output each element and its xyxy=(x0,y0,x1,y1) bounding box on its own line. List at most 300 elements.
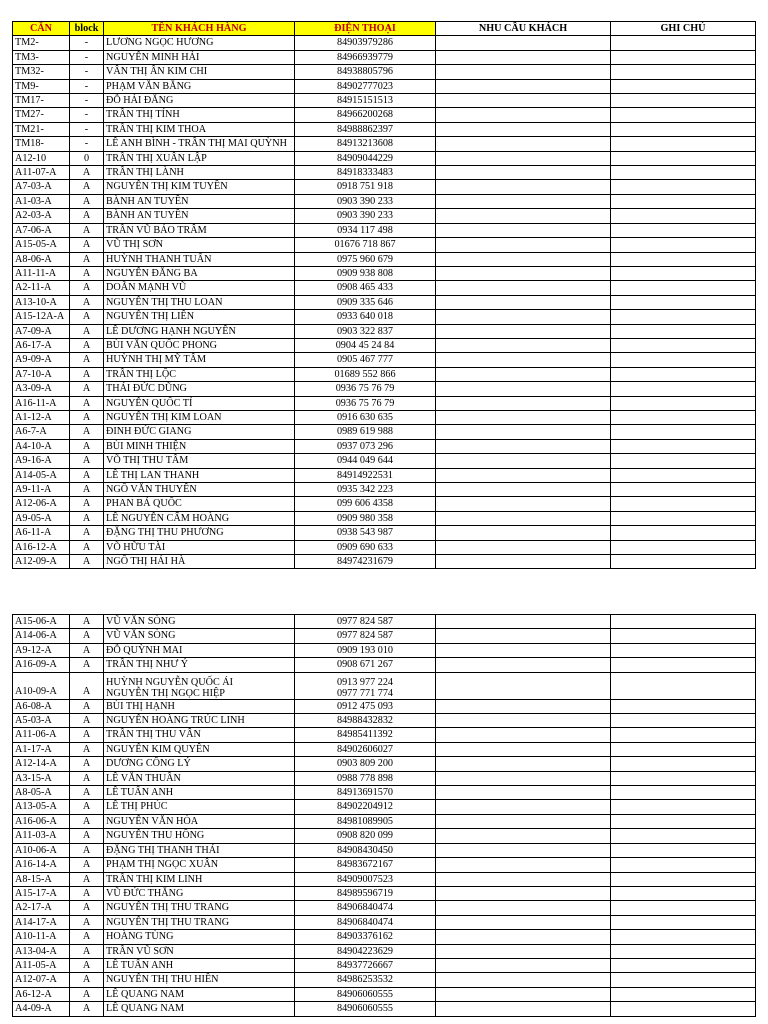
cell-nhu-cau xyxy=(436,800,611,814)
cell-ghi-chu xyxy=(611,108,756,122)
cell-ghi-chu xyxy=(611,526,756,540)
cell-nhu-cau xyxy=(436,540,611,554)
cell-phone-line: 0913 977 224 xyxy=(336,676,394,688)
cell-nhu-cau xyxy=(436,930,611,944)
cell-nhu-cau xyxy=(436,324,611,338)
cell-ghi-chu xyxy=(611,36,756,50)
cell-ten: BÀNH AN TUYỀN xyxy=(104,209,295,223)
cell-phone: 0937 073 296 xyxy=(295,439,436,453)
cell-can: TM18- xyxy=(13,137,70,151)
cell-block: A xyxy=(70,699,104,713)
cell-block: A xyxy=(70,872,104,886)
cell-ten: TRẦN THỊ KIM THOA xyxy=(104,122,295,136)
cell-phone xyxy=(295,672,436,699)
cell-block: A xyxy=(70,643,104,657)
cell-ten: LÊ DƯƠNG HẠNH NGUYÊN xyxy=(104,324,295,338)
cell-can: A11-07-A xyxy=(13,166,70,180)
cell-ten: VŨ VĂN SÒNG xyxy=(104,629,295,643)
cell-phone: 84904223629 xyxy=(295,944,436,958)
table-row xyxy=(13,973,756,987)
cell-phone: 84915151513 xyxy=(295,94,436,108)
cell-block: A xyxy=(70,194,104,208)
cell-phone: 099 606 4358 xyxy=(295,497,436,511)
cell-can: TM3- xyxy=(13,50,70,64)
table-row xyxy=(13,872,756,886)
cell-can: A2-11-A xyxy=(13,281,70,295)
cell-phone: 84909007523 xyxy=(295,872,436,886)
cell-phone: 84988432832 xyxy=(295,714,436,728)
table-row xyxy=(13,281,756,295)
cell-nhu-cau xyxy=(436,194,611,208)
cell-ten: NGUYỄN THỊ THU LOAN xyxy=(104,295,295,309)
cell-can: A15-06-A xyxy=(13,615,70,629)
cell-ghi-chu xyxy=(611,209,756,223)
cell-ghi-chu xyxy=(611,223,756,237)
table-row xyxy=(13,728,756,742)
cell-can: A6-17-A xyxy=(13,338,70,352)
cell-phone: 0944 049 644 xyxy=(295,454,436,468)
cell-ghi-chu xyxy=(611,194,756,208)
cell-nhu-cau xyxy=(436,742,611,756)
cell-ghi-chu xyxy=(611,266,756,280)
cell-block: A xyxy=(70,396,104,410)
cell-nhu-cau xyxy=(436,699,611,713)
cell-ten: BÀNH AN TUYỀN xyxy=(104,194,295,208)
cell-block: A xyxy=(70,324,104,338)
cell-block: 0 xyxy=(70,151,104,165)
cell-ghi-chu xyxy=(611,382,756,396)
cell-phone: 84989596719 xyxy=(295,886,436,900)
table-row xyxy=(13,814,756,828)
cell-ten: VŨ VĂN SÒNG xyxy=(104,615,295,629)
cell-ten: BÙI THỊ HẠNH xyxy=(104,699,295,713)
cell-ghi-chu xyxy=(611,1002,756,1016)
cell-can: A14-05-A xyxy=(13,468,70,482)
cell-ghi-chu xyxy=(611,930,756,944)
cell-ten: NGUYỄN HOÀNG TRÚC LINH xyxy=(104,714,295,728)
cell-can: A12-06-A xyxy=(13,497,70,511)
cell-phone: 0904 45 24 84 xyxy=(295,338,436,352)
cell-ten: THÁI ĐỨC DŨNG xyxy=(104,382,295,396)
table-row xyxy=(13,396,756,410)
cell-nhu-cau xyxy=(436,658,611,672)
cell-phone: 84906840474 xyxy=(295,915,436,929)
table-row xyxy=(13,672,756,699)
cell-can: A8-06-A xyxy=(13,252,70,266)
cell-ghi-chu xyxy=(611,468,756,482)
cell-phone: 0975 960 679 xyxy=(295,252,436,266)
cell-can: A11-05-A xyxy=(13,958,70,972)
cell-block: A xyxy=(70,425,104,439)
cell-phone: 0934 117 498 xyxy=(295,223,436,237)
cell-block: A xyxy=(70,410,104,424)
customer-table-top xyxy=(12,21,756,569)
cell-ten: TRẦN VŨ SƠN xyxy=(104,944,295,958)
cell-nhu-cau xyxy=(436,223,611,237)
cell-block: A xyxy=(70,958,104,972)
cell-ghi-chu xyxy=(611,50,756,64)
table-row xyxy=(13,252,756,266)
cell-can: A11-06-A xyxy=(13,728,70,742)
table-row xyxy=(13,36,756,50)
cell-ghi-chu xyxy=(611,238,756,252)
table-row xyxy=(13,425,756,439)
cell-block: - xyxy=(70,50,104,64)
cell-nhu-cau xyxy=(436,728,611,742)
cell-block: A xyxy=(70,1002,104,1016)
table-row xyxy=(13,266,756,280)
cell-ghi-chu xyxy=(611,281,756,295)
cell-block: A xyxy=(70,987,104,1001)
table-row xyxy=(13,526,756,540)
cell-phone: 0909 690 633 xyxy=(295,540,436,554)
cell-can: A10-11-A xyxy=(13,930,70,944)
cell-nhu-cau xyxy=(436,497,611,511)
col-header-dien-thoai: ĐIỆN THOẠI xyxy=(295,22,436,36)
cell-nhu-cau xyxy=(436,483,611,497)
cell-ten: TRẦN THỊ KIM LINH xyxy=(104,872,295,886)
cell-can: A9-16-A xyxy=(13,454,70,468)
cell-nhu-cau xyxy=(436,439,611,453)
cell-can: A5-03-A xyxy=(13,714,70,728)
header-row xyxy=(13,22,756,36)
table-row xyxy=(13,50,756,64)
cell-phone: 0916 630 635 xyxy=(295,410,436,424)
cell-phone: 0908 465 433 xyxy=(295,281,436,295)
cell-nhu-cau xyxy=(436,714,611,728)
cell-nhu-cau xyxy=(436,151,611,165)
cell-phone: 84966200268 xyxy=(295,108,436,122)
cell-nhu-cau xyxy=(436,410,611,424)
cell-can: A6-08-A xyxy=(13,699,70,713)
cell-phone: 01689 552 866 xyxy=(295,367,436,381)
cell-nhu-cau xyxy=(436,915,611,929)
cell-can: A16-11-A xyxy=(13,396,70,410)
cell-block: A xyxy=(70,310,104,324)
cell-block: A xyxy=(70,367,104,381)
cell-ghi-chu xyxy=(611,714,756,728)
cell-ten: ĐỖ QUỲNH MAI xyxy=(104,643,295,657)
table-row xyxy=(13,367,756,381)
customer-table-bottom xyxy=(12,614,756,1017)
cell-can: A3-15-A xyxy=(13,771,70,785)
cell-ghi-chu xyxy=(611,310,756,324)
cell-ghi-chu xyxy=(611,973,756,987)
table-row xyxy=(13,987,756,1001)
cell-nhu-cau xyxy=(436,987,611,1001)
cell-ghi-chu xyxy=(611,338,756,352)
cell-can: A13-05-A xyxy=(13,800,70,814)
cell-can: A4-10-A xyxy=(13,439,70,453)
cell-nhu-cau xyxy=(436,858,611,872)
cell-block: A xyxy=(70,338,104,352)
cell-ten: TRẦN THỊ XUÂN LẬP xyxy=(104,151,295,165)
cell-ten: HUỲNH THANH TUẤN xyxy=(104,252,295,266)
cell-block: A xyxy=(70,973,104,987)
cell-block: - xyxy=(70,137,104,151)
cell-nhu-cau xyxy=(436,353,611,367)
cell-ten: NGUYỄN THỊ KIM TUYỀN xyxy=(104,180,295,194)
cell-phone: 0935 342 223 xyxy=(295,483,436,497)
cell-nhu-cau xyxy=(436,786,611,800)
cell-block: A xyxy=(70,166,104,180)
cell-ghi-chu xyxy=(611,672,756,699)
cell-ghi-chu xyxy=(611,901,756,915)
cell-ghi-chu xyxy=(611,540,756,554)
cell-ten: VÕ THỊ THU TÂM xyxy=(104,454,295,468)
cell-phone: 84985411392 xyxy=(295,728,436,742)
cell-phone: 84906060555 xyxy=(295,1002,436,1016)
cell-ten: NGUYỄN THỊ LIÊN xyxy=(104,310,295,324)
cell-block: A xyxy=(70,944,104,958)
cell-phone: 84903979286 xyxy=(295,36,436,50)
table-row xyxy=(13,771,756,785)
cell-ten: VŨ THỊ SƠN xyxy=(104,238,295,252)
cell-phone: 84938805796 xyxy=(295,65,436,79)
cell-ten: NGUYỄN THỊ KIM LOAN xyxy=(104,410,295,424)
table-row xyxy=(13,238,756,252)
col-header-nhu-cau: NHU CẦU KHÁCH xyxy=(436,22,611,36)
cell-nhu-cau xyxy=(436,944,611,958)
cell-phone: 0988 778 898 xyxy=(295,771,436,785)
cell-ten: LƯƠNG NGỌC HƯƠNG xyxy=(104,36,295,50)
table-row xyxy=(13,166,756,180)
cell-nhu-cau xyxy=(436,137,611,151)
cell-ghi-chu xyxy=(611,858,756,872)
cell-can: A6-11-A xyxy=(13,526,70,540)
cell-ghi-chu xyxy=(611,151,756,165)
cell-block: A xyxy=(70,843,104,857)
cell-nhu-cau xyxy=(436,166,611,180)
cell-ghi-chu xyxy=(611,295,756,309)
cell-block: A xyxy=(70,629,104,643)
cell-nhu-cau xyxy=(436,454,611,468)
table-row xyxy=(13,209,756,223)
cell-nhu-cau xyxy=(436,209,611,223)
table-row xyxy=(13,223,756,237)
table-row xyxy=(13,714,756,728)
cell-ten: LÊ TUẤN ANH xyxy=(104,786,295,800)
cell-ghi-chu xyxy=(611,396,756,410)
cell-block: A xyxy=(70,238,104,252)
cell-phone: 0912 475 093 xyxy=(295,699,436,713)
cell-can: A1-03-A xyxy=(13,194,70,208)
cell-ten: HOÀNG TÙNG xyxy=(104,930,295,944)
cell-ten: TRẦN THỊ NHƯ Ý xyxy=(104,658,295,672)
cell-ghi-chu xyxy=(611,439,756,453)
table-row xyxy=(13,497,756,511)
cell-nhu-cau xyxy=(436,757,611,771)
cell-nhu-cau xyxy=(436,338,611,352)
cell-block: A xyxy=(70,180,104,194)
cell-ten: LÊ QUANG NAM xyxy=(104,1002,295,1016)
cell-phone: 84902606027 xyxy=(295,742,436,756)
cell-can: A16-09-A xyxy=(13,658,70,672)
cell-phone: 0918 751 918 xyxy=(295,180,436,194)
table-row xyxy=(13,615,756,629)
table-row xyxy=(13,483,756,497)
cell-ten: VŨ ĐỨC THẮNG xyxy=(104,886,295,900)
cell-ten: NGUYỄN VĂN HÒA xyxy=(104,814,295,828)
cell-ghi-chu xyxy=(611,122,756,136)
cell-block: - xyxy=(70,94,104,108)
table-row xyxy=(13,757,756,771)
cell-nhu-cau xyxy=(436,295,611,309)
col-header-ten: TÊN KHÁCH HÀNG xyxy=(104,22,295,36)
cell-ten: ĐỖ HẢI ĐĂNG xyxy=(104,94,295,108)
cell-nhu-cau xyxy=(436,281,611,295)
cell-nhu-cau xyxy=(436,526,611,540)
cell-block: - xyxy=(70,108,104,122)
cell-can: TM9- xyxy=(13,79,70,93)
cell-ten: NGUYỄN QUỐC TÍ xyxy=(104,396,295,410)
cell-can: A2-17-A xyxy=(13,901,70,915)
cell-nhu-cau xyxy=(436,108,611,122)
cell-can: A14-06-A xyxy=(13,629,70,643)
cell-phone: 0909 980 358 xyxy=(295,511,436,525)
table-row xyxy=(13,786,756,800)
cell-nhu-cau xyxy=(436,238,611,252)
cell-ten: TRẦN VŨ BẢO TRÂM xyxy=(104,223,295,237)
cell-nhu-cau xyxy=(436,555,611,569)
table-row xyxy=(13,324,756,338)
cell-can: A3-09-A xyxy=(13,382,70,396)
cell-block: A xyxy=(70,526,104,540)
cell-nhu-cau xyxy=(436,382,611,396)
cell-block: A xyxy=(70,468,104,482)
cell-nhu-cau xyxy=(436,252,611,266)
cell-phone: 84906060555 xyxy=(295,987,436,1001)
cell-ghi-chu xyxy=(611,425,756,439)
table-row xyxy=(13,901,756,915)
cell-block: A xyxy=(70,858,104,872)
cell-ten: NGUYỄN MINH HẢI xyxy=(104,50,295,64)
col-header-block: block xyxy=(70,22,104,36)
table-row xyxy=(13,310,756,324)
cell-ten: TRẦN THỊ LỘC xyxy=(104,367,295,381)
cell-block: A xyxy=(70,252,104,266)
cell-block: A xyxy=(70,281,104,295)
cell-ghi-chu xyxy=(611,497,756,511)
cell-can: TM17- xyxy=(13,94,70,108)
cell-phone: 84983672167 xyxy=(295,858,436,872)
cell-ten: TRẦN THỊ LÀNH xyxy=(104,166,295,180)
cell-block: A xyxy=(70,728,104,742)
cell-nhu-cau xyxy=(436,122,611,136)
cell-ghi-chu xyxy=(611,324,756,338)
cell-ten: BÙI VĂN QUỐC PHONG xyxy=(104,338,295,352)
cell-can: A11-03-A xyxy=(13,829,70,843)
cell-nhu-cau xyxy=(436,396,611,410)
table-row xyxy=(13,958,756,972)
cell-ten: LÊ QUANG NAM xyxy=(104,987,295,1001)
cell-ten: BÙI MINH THIỆN xyxy=(104,439,295,453)
cell-block: A xyxy=(70,223,104,237)
table-row xyxy=(13,94,756,108)
cell-can: TM2- xyxy=(13,36,70,50)
cell-ten: ĐẶNG THỊ THANH THÁI xyxy=(104,843,295,857)
cell-block: A xyxy=(70,382,104,396)
table-row xyxy=(13,658,756,672)
col-header-can: CĂN xyxy=(13,22,70,36)
cell-phone: 0903 390 233 xyxy=(295,209,436,223)
cell-ten: NGÔ VĂN THUYÊN xyxy=(104,483,295,497)
cell-ghi-chu xyxy=(611,252,756,266)
table-row xyxy=(13,338,756,352)
table-row xyxy=(13,65,756,79)
cell-nhu-cau xyxy=(436,79,611,93)
table-row xyxy=(13,79,756,93)
cell-can: A13-04-A xyxy=(13,944,70,958)
cell-ten: NGUYỄN THỊ THU TRANG xyxy=(104,901,295,915)
cell-nhu-cau xyxy=(436,843,611,857)
cell-phone: 84988862397 xyxy=(295,122,436,136)
cell-block: A xyxy=(70,886,104,900)
cell-can: A10-06-A xyxy=(13,843,70,857)
cell-phone: 0989 619 988 xyxy=(295,425,436,439)
cell-can: A14-17-A xyxy=(13,915,70,929)
cell-ten: DƯƠNG CÔNG LÝ xyxy=(104,757,295,771)
cell-nhu-cau xyxy=(436,50,611,64)
cell-ten: NGUYỄN KIM QUYÊN xyxy=(104,742,295,756)
table-row xyxy=(13,511,756,525)
table-row xyxy=(13,629,756,643)
cell-nhu-cau xyxy=(436,36,611,50)
cell-ghi-chu xyxy=(611,94,756,108)
table-row xyxy=(13,858,756,872)
cell-ten: LÊ NGUYỄN CẨM HOÀNG xyxy=(104,511,295,525)
cell-block: A xyxy=(70,295,104,309)
cell-block: A xyxy=(70,540,104,554)
cell-phone: 84902777023 xyxy=(295,79,436,93)
cell-block: A xyxy=(70,615,104,629)
cell-ghi-chu xyxy=(611,800,756,814)
table-row xyxy=(13,742,756,756)
cell-ghi-chu xyxy=(611,843,756,857)
cell-ten: PHẠM THỊ NGỌC XUÂN xyxy=(104,858,295,872)
cell-ten xyxy=(104,672,295,699)
cell-can: A12-07-A xyxy=(13,973,70,987)
cell-ten: NGUYỄN THỊ THU HIỀN xyxy=(104,973,295,987)
cell-phone: 0903 390 233 xyxy=(295,194,436,208)
cell-can: A6-7-A xyxy=(13,425,70,439)
cell-ten: HUỲNH THỊ MỸ TÂM xyxy=(104,353,295,367)
table-row xyxy=(13,439,756,453)
cell-nhu-cau xyxy=(436,829,611,843)
cell-nhu-cau xyxy=(436,901,611,915)
cell-nhu-cau xyxy=(436,511,611,525)
cell-ten: LÊ VĂN THUẦN xyxy=(104,771,295,785)
cell-nhu-cau xyxy=(436,94,611,108)
cell-can: A16-14-A xyxy=(13,858,70,872)
cell-nhu-cau xyxy=(436,814,611,828)
table-row xyxy=(13,829,756,843)
cell-can: A12-09-A xyxy=(13,555,70,569)
cell-can: A16-06-A xyxy=(13,814,70,828)
cell-phone: 0903 322 837 xyxy=(295,324,436,338)
cell-block: A xyxy=(70,511,104,525)
cell-block: A xyxy=(70,266,104,280)
table-row xyxy=(13,382,756,396)
cell-phone: 0977 824 587 xyxy=(295,615,436,629)
cell-ghi-chu xyxy=(611,629,756,643)
table-row xyxy=(13,353,756,367)
cell-block: A xyxy=(70,814,104,828)
cell-block: A xyxy=(70,439,104,453)
cell-ten: LÊ ANH BÌNH - TRẦN THỊ MAI QUỲNH xyxy=(104,137,295,151)
cell-nhu-cau xyxy=(436,872,611,886)
table-row xyxy=(13,930,756,944)
